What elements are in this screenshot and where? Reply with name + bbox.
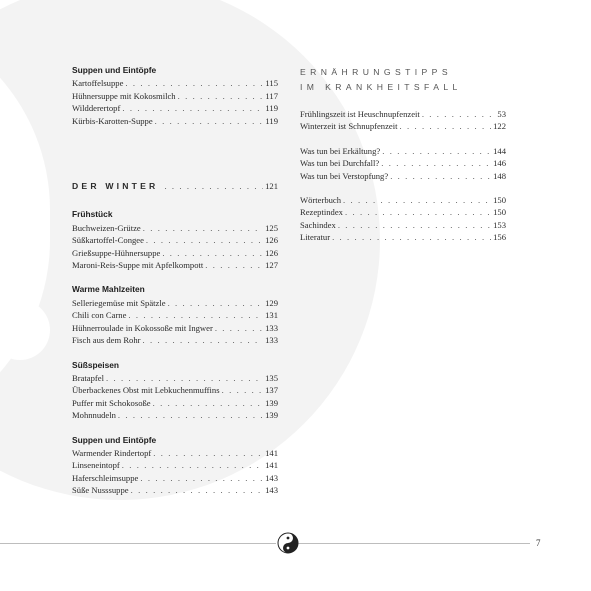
toc-entry-page: 115: [265, 78, 278, 89]
toc-entry-page: 131: [265, 310, 278, 321]
toc-entry-title: Wildderertopf: [72, 103, 121, 114]
dot-leader: [215, 322, 263, 334]
dot-leader: [146, 234, 263, 246]
toc-entry[interactable]: [72, 459, 278, 471]
toc-entry-title: Süßkartoffel-Congee: [72, 235, 144, 246]
section-heading: Warme Mahlzeiten: [72, 284, 145, 295]
toc-entry-title: Kartoffelsuppe: [72, 78, 124, 89]
dot-leader: [343, 194, 491, 206]
toc-entry[interactable]: [72, 397, 278, 409]
toc-right-column: [300, 64, 506, 244]
dot-leader: [153, 397, 263, 409]
toc-entry[interactable]: [72, 372, 278, 384]
toc-entry-page: 141: [265, 460, 278, 471]
dot-leader: [381, 157, 491, 169]
toc-entry[interactable]: [72, 447, 278, 459]
dot-leader: [122, 459, 263, 471]
dot-leader: [400, 120, 492, 132]
toc-entry-title: Mohnnudeln: [72, 410, 116, 421]
dot-leader: [143, 334, 264, 346]
toc-entry[interactable]: [72, 77, 278, 89]
toc-entry[interactable]: [72, 309, 278, 321]
toc-entry[interactable]: [72, 334, 278, 346]
dot-leader: [162, 247, 263, 259]
toc-entry-title: Haferschleimsuppe: [72, 472, 139, 483]
toc-entry[interactable]: [72, 297, 278, 309]
toc-entry-page: 117: [265, 90, 278, 101]
toc-entry-page: 143: [265, 485, 278, 496]
dot-leader: [155, 115, 264, 127]
section-heading: Suppen und Eintöpfe: [72, 434, 157, 445]
toc-entry-title: Hühnersuppe mit Kokosmilch: [72, 90, 176, 101]
section-heading: Frühstück: [72, 209, 113, 220]
dot-leader: [332, 231, 491, 243]
yin-yang-icon: [277, 532, 299, 554]
toc-entry-page: 126: [265, 235, 278, 246]
toc-entry-page: 133: [265, 335, 278, 346]
toc-entry[interactable]: [72, 90, 278, 102]
toc-entry[interactable]: [300, 170, 506, 182]
toc-entry-title: Hühnerroulade in Kokossoße mit Ingwer: [72, 322, 213, 333]
toc-entry-page: 156: [493, 232, 506, 243]
toc-entry-title: Rezeptindex: [300, 207, 343, 218]
toc-entry-page: 119: [265, 103, 278, 114]
toc-entry-title: Was tun bei Erkältung?: [300, 145, 381, 156]
section-heading: Süßspeisen: [72, 359, 120, 370]
toc-entry-title: Winterzeit ist Schnupfenzeit: [300, 121, 398, 132]
toc-entry[interactable]: [72, 115, 278, 127]
dot-leader: [125, 77, 263, 89]
toc-entry-page: 122: [493, 121, 506, 132]
toc-entry-page: 141: [265, 447, 278, 458]
toc-entry[interactable]: [300, 157, 506, 169]
toc-entry-page: 144: [493, 145, 506, 156]
toc-entry-title: Linseneintopf: [72, 460, 120, 471]
toc-entry-page: 133: [265, 322, 278, 333]
toc-entry-title: Grießsuppe-Hühnersuppe: [72, 247, 161, 258]
toc-entry[interactable]: [72, 222, 278, 234]
dot-leader: [222, 384, 264, 396]
section-heading: Suppen und Eintöpfe: [72, 65, 157, 75]
chapter-title-line-2: IM KRANKHEITSFALL: [300, 82, 462, 92]
toc-entry-page: 53: [497, 109, 506, 119]
toc-entry[interactable]: [72, 322, 278, 334]
toc-entry-page: 119: [265, 115, 278, 126]
toc-entry-page: 148: [493, 170, 506, 181]
part-page: 121: [265, 181, 278, 192]
dot-leader: [205, 259, 263, 271]
toc-entry[interactable]: [300, 120, 506, 132]
toc-entry[interactable]: [72, 472, 278, 484]
dot-leader: [131, 484, 264, 496]
toc-entry-title: Überbackenes Obst mit Lebkuchenmuffins: [72, 385, 220, 396]
dot-leader: [140, 472, 263, 484]
toc-entry-title: Literatur: [300, 232, 331, 243]
toc-entry-title: Wörterbuch: [300, 195, 342, 206]
dot-leader: [338, 219, 491, 231]
toc-entry[interactable]: [72, 484, 278, 496]
dot-leader: [128, 309, 263, 321]
toc-entry-page: 126: [265, 247, 278, 258]
dot-leader: [345, 206, 491, 218]
toc-entry-title: Maroni-Reis-Suppe mit Apfelkompott: [72, 260, 204, 271]
toc-entry[interactable]: [72, 102, 278, 114]
toc-entry-title: Fisch aus dem Rohr: [72, 335, 141, 346]
part-title: DER WINTER: [72, 181, 159, 192]
chapter-title-line-1: ERNÄHRUNGSTIPPS: [300, 67, 452, 77]
dot-leader: [122, 102, 263, 114]
toc-entry-title: Chili con Carne: [72, 310, 127, 321]
toc-entry-title: Was tun bei Verstopfung?: [300, 170, 389, 181]
dot-leader: [178, 90, 264, 102]
toc-entry[interactable]: [72, 247, 278, 259]
page-number: 7: [536, 538, 541, 548]
dot-leader: [390, 170, 491, 182]
toc-entry[interactable]: [300, 108, 506, 120]
dot-leader: [382, 145, 491, 157]
dot-leader: [164, 180, 263, 192]
toc-entry-title: Süße Nusssuppe: [72, 485, 129, 496]
dot-leader: [422, 108, 496, 120]
toc-left-column: [72, 64, 278, 497]
toc-entry[interactable]: [300, 194, 506, 206]
footer-rule-left: [0, 543, 276, 544]
toc-entry[interactable]: [72, 259, 278, 271]
toc-entry[interactable]: [300, 145, 506, 157]
toc-entry-page: 150: [493, 207, 506, 218]
dot-leader: [118, 409, 263, 421]
part-heading-winter[interactable]: [72, 180, 278, 192]
toc-entry-page: 139: [265, 410, 278, 421]
dot-leader: [143, 222, 263, 234]
toc-entry-title: Puffer mit Schokosoße: [72, 397, 151, 408]
toc-entry-page: 143: [265, 472, 278, 483]
dot-leader: [106, 372, 263, 384]
toc-entry-page: 150: [493, 195, 506, 206]
toc-entry[interactable]: [300, 219, 506, 231]
toc-entry-title: Sachindex: [300, 219, 336, 230]
toc-entry[interactable]: [72, 384, 278, 396]
toc-entry-page: 139: [265, 397, 278, 408]
dot-leader: [168, 297, 264, 309]
toc-entry[interactable]: [72, 234, 278, 246]
toc-entry-title: Buchweizen-Grütze: [72, 222, 141, 233]
dot-leader: [153, 447, 263, 459]
toc-entry-title: Warmender Rindertopf: [72, 447, 152, 458]
toc-entry-page: 153: [493, 219, 506, 230]
toc-entry-page: 137: [265, 385, 278, 396]
toc-entry[interactable]: [72, 409, 278, 421]
toc-entry-title: Was tun bei Durchfall?: [300, 158, 380, 169]
toc-entry-page: 146: [493, 158, 506, 169]
toc-entry[interactable]: [300, 231, 506, 243]
toc-entry-title: Frühlingszeit ist Heuschnupfenzeit: [300, 109, 420, 119]
footer-rule-right: [298, 543, 530, 544]
toc-entry-title: Selleriegemüse mit Spätzle: [72, 297, 166, 308]
toc-entry-title: Bratapfel: [72, 372, 104, 383]
toc-entry-page: 135: [265, 372, 278, 383]
toc-entry-page: 127: [265, 260, 278, 271]
toc-entry-title: Kürbis-Karotten-Suppe: [72, 115, 153, 126]
toc-entry-page: 125: [265, 222, 278, 233]
toc-entry-page: 129: [265, 297, 278, 308]
toc-entry[interactable]: [300, 206, 506, 218]
